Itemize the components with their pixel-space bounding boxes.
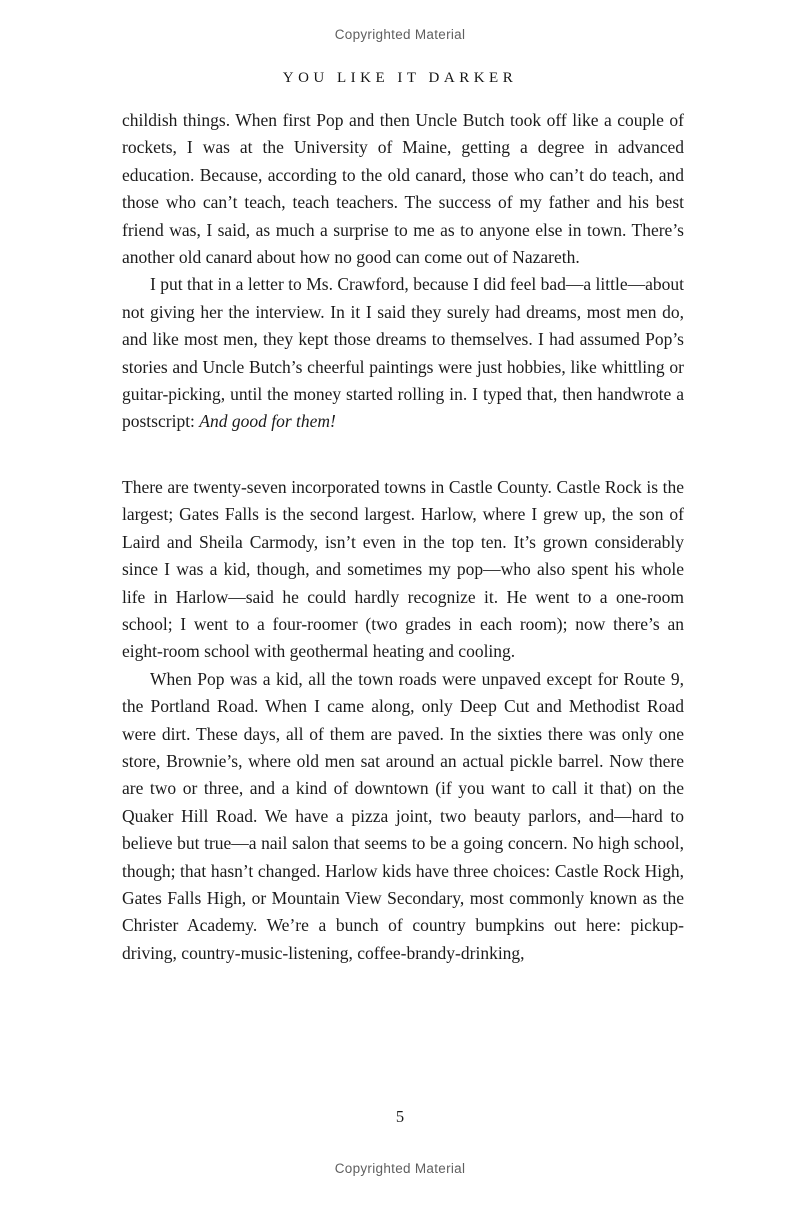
body-text: [122, 107, 684, 967]
book-title-header: YOU LIKE IT DARKER: [282, 70, 518, 86]
copyright-notice-top: Copyrighted Material: [334, 27, 466, 42]
page-number: 5: [395, 1107, 405, 1126]
paragraph-letter: [122, 271, 684, 435]
paragraph-town-roads: When Pop was a kid, all the town roads were unpaved except for Route 9, the Portland Road. When I came along, only Deep Cut and Methodist Road were dirt. These days, all of them are paved. In the sixties there was only one store, Brownie’s, where old men sat around an actual pickle barrel. Now there are two or three, and a kind of downtown (if you want to call it that) on the Quaker Hill Road. We have a pizza joint, two beauty parlors, and—hard to believe but true—a nail salon that seems to be a going concern. No high school, though; that hasn’t changed. Harlow kids have three choices: Castle Rock High, Gates Falls High, or Mountain View Secondary, most commonly known as the Christer Academy. We’re a bunch of country bumpkins out here: pickup-driving, country-music-listening, coffee-brandy-drinking,: [122, 668, 684, 963]
paragraph-continuation: childish things. When first Pop and then Uncle Butch took off like a couple of rockets, I was at the University of Maine, getting a degree in advanced education. Because, according to the old canard, those who can’t do teach, and those who can’t teach, teach teachers. The success of my father and his best friend was, I said, as much a surprise to me as to anyone else in town. There’s another old canard about how no good can come out of Nazareth.: [122, 110, 684, 268]
paragraph-letter-text: I put that in a letter to Ms. Crawford, because I did feel bad—a little—about not giving her the interview. In it I said they surely had dreams, most men do, and like most men, they kept those dreams to themselves. I had assumed Pop’s stories and Uncle Butch’s cheerful paintings were just hobbies, like whittling or guitar-picking, until the money started rolling in. I typed that, then handwrote a postscript:: [122, 274, 684, 432]
postscript-italic-text: And good for them!: [199, 411, 336, 432]
paragraph-castle-county: There are twenty-seven incorporated towns in Castle County. Castle Rock is the largest; Gates Falls is the second largest. Harlow, where I grew up, the son of Laird and Sheila Carmody, isn’t even in the top ten. It’s grown considerably since I was a kid, though, and sometimes my pop—who also spent his whole life in Harlow—said he could hardly recognize it. He went to a one-room school; I went to a four-roomer (two grades in each room); now there’s an eight-room school with geothermal heating and cooling.: [122, 476, 684, 662]
copyright-notice-bottom: Copyrighted Material: [334, 1161, 466, 1176]
